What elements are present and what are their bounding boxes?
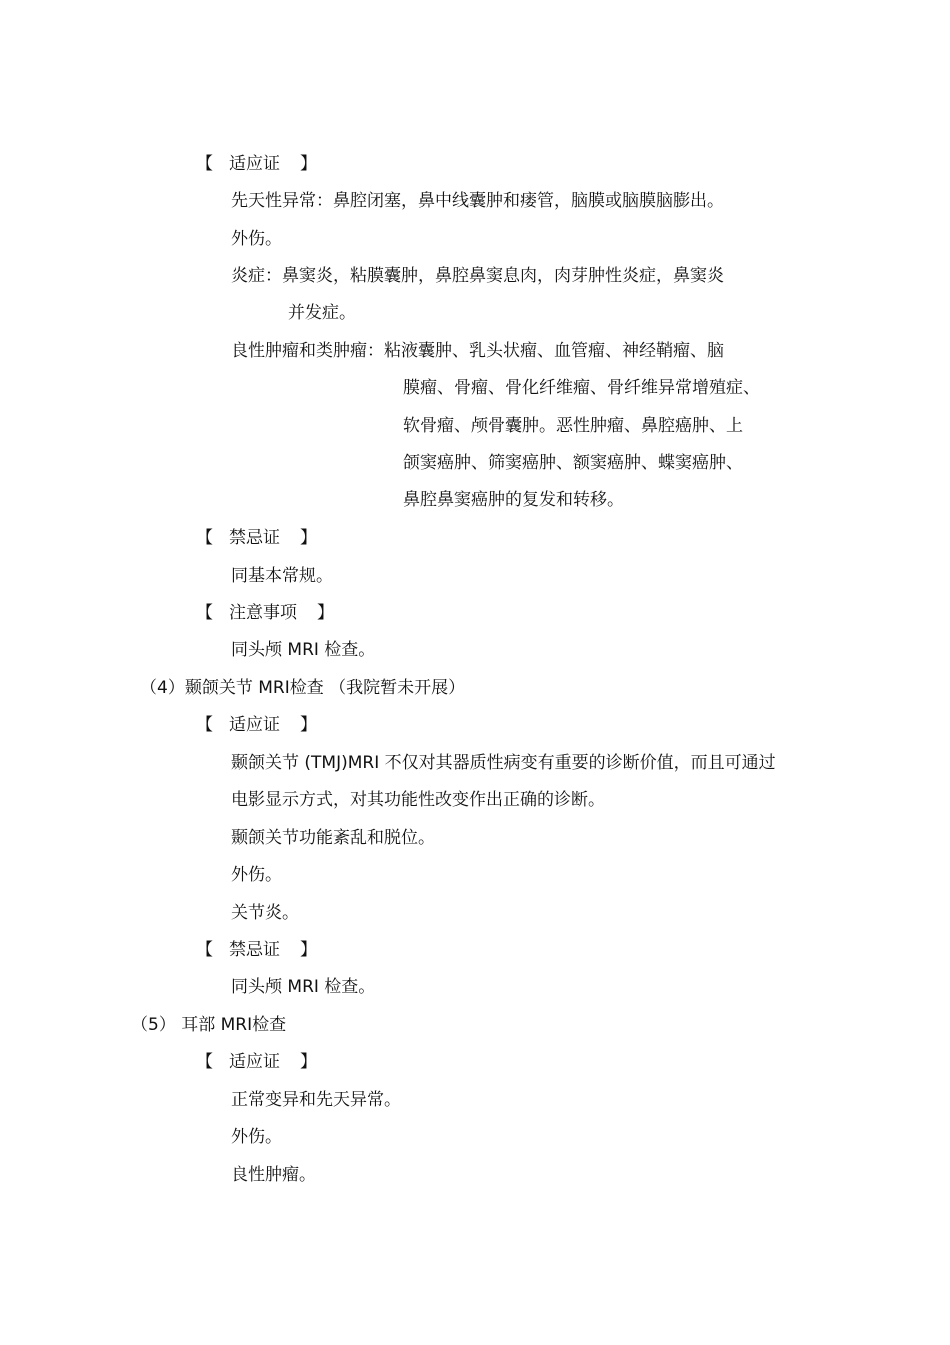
- subsection-title: （5） 耳部 MRI检查: [131, 1015, 287, 1035]
- paragraph-line: 软骨瘤、颅骨囊肿。恶性肿瘤、鼻腔癌肿、上: [403, 416, 743, 436]
- section-heading: [196, 940, 317, 960]
- section-heading: [196, 1052, 317, 1072]
- paragraph-line: 并发症。: [288, 303, 356, 323]
- paragraph-line: 正常变异和先天异常。: [231, 1090, 401, 1110]
- paragraph-line: 颌窦癌肿、筛窦癌肿、额窦癌肿、蝶窦癌肿、: [403, 453, 743, 473]
- right-bracket: 】: [300, 1052, 317, 1072]
- left-bracket: 【: [196, 1052, 213, 1072]
- paragraph-line: 良性肿瘤和类肿瘤：粘液囊肿、乳头状瘤、血管瘤、神经鞘瘤、脑: [231, 341, 724, 361]
- heading-text: 适应证: [229, 1052, 280, 1072]
- paragraph-line: 鼻腔鼻窦癌肿的复发和转移。: [403, 490, 624, 510]
- paragraph-line: 同基本常规。: [231, 566, 333, 586]
- section-heading: [196, 715, 317, 735]
- paragraph-line: 炎症：鼻窦炎，粘膜囊肿，鼻腔鼻窦息肉，肉芽肿性炎症，鼻窦炎: [231, 266, 724, 286]
- heading-text: 禁忌证: [229, 528, 280, 548]
- paragraph-line: 外伤。: [231, 865, 282, 885]
- section-heading: [196, 154, 317, 174]
- right-bracket: 】: [300, 528, 317, 548]
- paragraph-line: 颞颌关节功能紊乱和脱位。: [231, 828, 435, 848]
- heading-text: 注意事项: [229, 603, 297, 623]
- left-bracket: 【: [196, 940, 213, 960]
- left-bracket: 【: [196, 603, 213, 623]
- section-heading: [196, 603, 334, 623]
- paragraph-line: 关节炎。: [231, 903, 299, 923]
- right-bracket: 】: [300, 154, 317, 174]
- left-bracket: 【: [196, 528, 213, 548]
- paragraph-line: 颞颌关节 (TMJ)MRI 不仅对其器质性病变有重要的诊断价值，而且可通过: [231, 753, 776, 773]
- right-bracket: 】: [317, 603, 334, 623]
- right-bracket: 】: [300, 940, 317, 960]
- paragraph-line: 良性肿瘤。: [231, 1165, 316, 1185]
- left-bracket: 【: [196, 154, 213, 174]
- paragraph-line: 同头颅 MRI 检查。: [231, 640, 376, 660]
- right-bracket: 】: [300, 715, 317, 735]
- paragraph-line: 电影显示方式，对其功能性改变作出正确的诊断。: [231, 790, 605, 810]
- heading-text: 禁忌证: [229, 940, 280, 960]
- paragraph-line: 先天性异常：鼻腔闭塞，鼻中线囊肿和瘘管，脑膜或脑膜脑膨出。: [231, 191, 724, 211]
- paragraph-line: 外伤。: [231, 229, 282, 249]
- paragraph-line: 膜瘤、骨瘤、骨化纤维瘤、骨纤维异常增殖症、: [403, 378, 760, 398]
- subsection-title: （4）颞颌关节 MRI检查 （我院暂未开展）: [140, 678, 466, 698]
- paragraph-line: 外伤。: [231, 1127, 282, 1147]
- left-bracket: 【: [196, 715, 213, 735]
- heading-text: 适应证: [229, 715, 280, 735]
- paragraph-line: 同头颅 MRI 检查。: [231, 977, 376, 997]
- heading-text: 适应证: [229, 154, 280, 174]
- section-heading: [196, 528, 317, 548]
